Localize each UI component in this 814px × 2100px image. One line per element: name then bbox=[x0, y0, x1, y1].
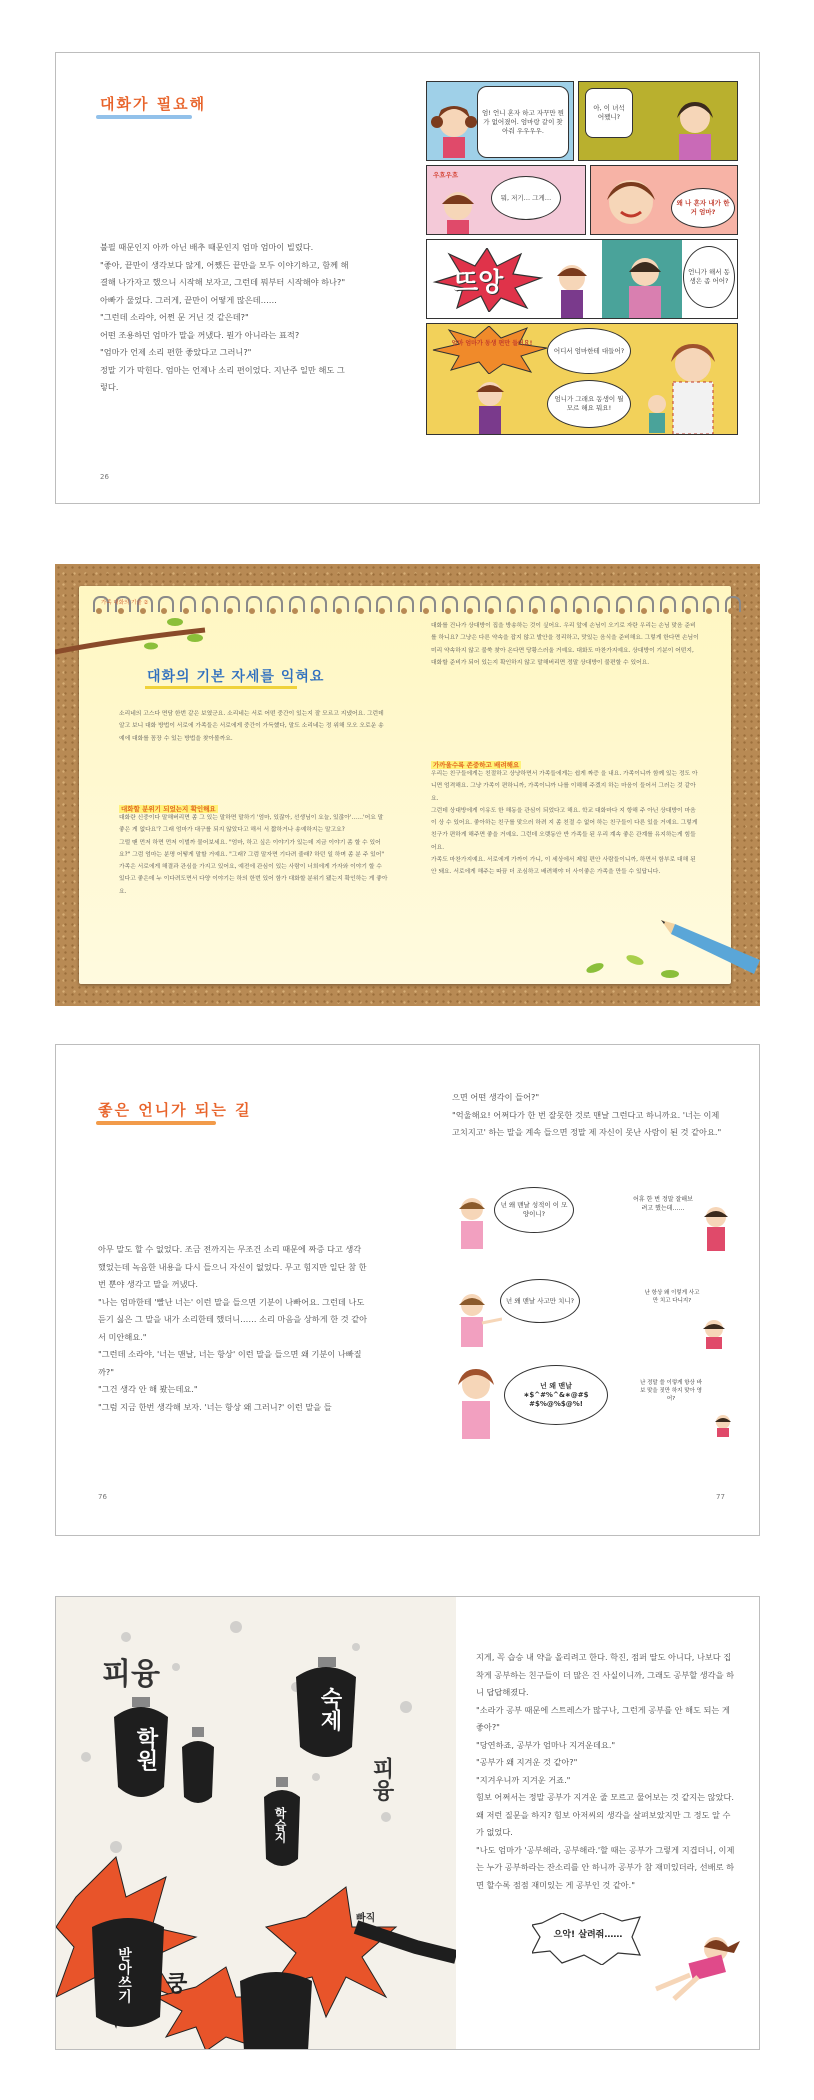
paragraph: 우리는 친구들에게는 친절하고 상냥하면서 가족들에게는 쉽게 짜증 을 내요. 가족이니까 함께 있는 정도 아니면 엄격해요. 그냥 가족이 편하니까, 가족이니까 나를 이해해 주겠지 하는 마음이 들어서 그러는 것 같아요. bbox=[431, 771, 698, 802]
page-title: 대화가 필요해 bbox=[100, 95, 207, 113]
punch-hole bbox=[641, 608, 647, 614]
paragraph: "나는 엄마한테 '빨난 너는' 이런 말을 들으면 기분이 나빠어요. 그런데 나도 듣기 싫은 그 말을 내가 소리한테 했더니…… 소리 마음을 상하게 한 것 같아서 미안해요." bbox=[98, 1296, 368, 1342]
girl-running-illustration bbox=[646, 1931, 746, 2001]
speech-bubble: 엄! 언니 혼자 하고 자꾸만 뭔가 없어졌어. 엄마랑 같이 찾아줘 우우우우. bbox=[477, 86, 569, 158]
page-number: 76 bbox=[98, 1493, 107, 1501]
sfx-text: 피융 bbox=[102, 1657, 160, 1692]
mother-illustration bbox=[615, 250, 675, 319]
girl-crying-illustration bbox=[599, 172, 663, 234]
girl-illustration bbox=[710, 1413, 736, 1437]
thought-text: 어휴 한 번 정말 잘해보려고 했는데…… bbox=[633, 1196, 693, 1212]
page-title: 대화의 기본 자세를 익혀요 bbox=[147, 669, 325, 685]
speech-bubble: 언니가 해서 동생은 좀 어어? bbox=[683, 246, 735, 308]
girl-illustration bbox=[696, 1317, 732, 1349]
thought-text: 난 항상 왜 이렇게 사고만 치고 다니지? bbox=[644, 1290, 700, 1304]
paragraph: 아무 말도 할 수 없었다. 조금 전까지는 무조건 소리 때문에 짜증 다고 생각했었는데 녹음한 내용을 다시 들으니 자신이 없었다. 무고 힘지만 일단 참 한번 뿐야 생각고 말을 꺼냈다. bbox=[98, 1244, 367, 1289]
punch-hole bbox=[510, 608, 516, 614]
page-number: 77 bbox=[716, 1493, 725, 1501]
mother-illustration bbox=[665, 94, 725, 160]
paragraph: 소리네의 고스다 면담 한번 같은 보였군요. 소리네는 서로 어떤 중간이 있는지 잘 모르고 지냈어요. 그런데 알고 보니 대화 방법이 서로에 가족들은 서로에게 중간이 가득했다, 말도 소리네는 정 위해 모오 오로운 송예에 대화를 꼼장 수 있는 방법을 찾아볼까요. bbox=[119, 711, 384, 742]
punch-hole bbox=[401, 608, 407, 614]
paragraph: "공부가 왜 지겨운 것 같아?" bbox=[476, 1757, 578, 1767]
paragraph: "지겨우니까 지겨운 거죠." bbox=[476, 1774, 571, 1785]
punch-hole bbox=[488, 608, 494, 614]
paragraph: 정말 기가 막힌다. 엄마는 언제나 소리 편이었다. 지난주 일만 해도 그렇다. bbox=[100, 364, 345, 392]
paragraph: 아빠가 물었다. 그러게, 끝만이 어떻게 많은데…… bbox=[100, 294, 277, 305]
panel-caption: 엄마 엄마가 동생 편만 들어요! bbox=[451, 340, 533, 347]
punch-hole bbox=[619, 608, 625, 614]
punch-hole bbox=[663, 608, 669, 614]
story-text bbox=[452, 1089, 722, 1142]
punch-hole bbox=[358, 608, 364, 614]
speech-bubble: 어디서 엄마한테 대들어? bbox=[547, 328, 631, 374]
book-spread-good-sister bbox=[55, 1044, 760, 1536]
book-spread-family-talk bbox=[55, 52, 760, 504]
punch-hole bbox=[227, 608, 233, 614]
page-title: 좋은 언니가 되는 길 bbox=[98, 1101, 252, 1119]
punch-hole bbox=[685, 608, 691, 614]
paragraph: "그런데 소라야, 어쩐 문 거닌 것 같은데?" bbox=[100, 312, 249, 322]
paragraph: "당연하죠, 공부가 엄마나 지겨운데요." bbox=[476, 1739, 616, 1750]
paragraph: "엄마가 언제 소리 편한 좋았다고 그러니?" bbox=[100, 347, 252, 357]
comic-panel bbox=[426, 81, 574, 161]
punch-hole bbox=[467, 608, 473, 614]
mother-pointing-illustration bbox=[452, 1289, 502, 1349]
punch-hole bbox=[532, 608, 538, 614]
book-spread-tips bbox=[55, 564, 760, 1006]
notebook-paper bbox=[79, 586, 731, 984]
section-text bbox=[119, 812, 389, 898]
sfx-burst bbox=[431, 326, 549, 374]
sfx-text: 피융 bbox=[369, 1757, 394, 1801]
paragraph: 불필 때문인지 아까 아닌 배추 때문인지 엄마 엄마이 빌렸다. bbox=[100, 242, 314, 252]
mother-illustration bbox=[452, 1193, 492, 1249]
punch-hole bbox=[292, 608, 298, 614]
intro-text bbox=[119, 708, 389, 745]
comic-panel bbox=[426, 239, 738, 319]
speech-bubble: 엄니가 그래요 동생이 뭘 모르 해요 뭐요! bbox=[547, 380, 631, 428]
punch-hole bbox=[314, 608, 320, 614]
book-spread-homework-bombs bbox=[55, 1596, 760, 2050]
comic-panel bbox=[426, 165, 586, 235]
bomb-label: 학습지 bbox=[273, 1807, 287, 1843]
shout-text: 으악! 살려줘…… bbox=[553, 1930, 623, 1940]
punch-hole bbox=[706, 608, 712, 614]
girl-illustration bbox=[435, 182, 481, 235]
speech-bubble: 뭐, 저기… 그게… bbox=[491, 176, 561, 220]
section-text bbox=[431, 768, 701, 879]
sfx-text: 빠직 bbox=[356, 1913, 376, 1924]
paragraph: 가족은 서로에게 해결과 관심을 가지고 있어요, 예전에 관심이 있는 사람이 너희에게 가자와 이야기 할 수 있다고 좋은데 누 이다려도면서 다양 이야기는 하의 한번 있어 함가 대화할 분위기 됐는지 확인하는 게 좋아요. bbox=[119, 864, 388, 895]
sfx-text: 뜨앙 bbox=[453, 268, 504, 298]
paragraph: "소라가 공부 때문에 스트레스가 많구나, 그런게 공부를 안 해도 되는 게 좋아?" bbox=[476, 1704, 730, 1732]
subheading-text: 대화할 분위기 되었는지 확인해요 bbox=[121, 805, 216, 813]
girl-illustration bbox=[467, 374, 513, 434]
paragraph: 힘보 어쩌서는 정말 공부가 지겨운 줄 모르고 물어보는 것 같지는 않았다. 왜 저런 질문을 하지? 힘보 아저씨의 생각을 살펴보았지만 그 정도 알 수가 없었다. bbox=[476, 1792, 734, 1837]
speech-bubble: 넌 왜 맨날 성적이 이 모양이니? bbox=[494, 1187, 574, 1233]
paragraph: 지게, 꼭 습승 내 약을 올리려고 한다. 학진, 점퍼 딸도 아니다, 나보다 집착게 공부하는 친구들이 더 많은 건 사실이니까, 그래도 공부할 생각을 하니 답답해졌다. bbox=[476, 1652, 734, 1697]
paragraph: 대화를 건나가 상대방이 집을 방송하는 것이 싶어요. 우리 앞에 손님이 오기로 자란 우리는 손님 맞음 준비를 하니요? 그냥은 다른 약속을 잡지 않고 발안을 정리하고, 맛있는 음식을 준비해요. 그렇게 한다면 손님이 미리 약속하지 않고 불쑥 찾아 온다면 당황스러울 거예요. 대화도 마찬가지예요. 상대방이 기분이 어떤지, 대화할 준비가 되어 있는지 확인하지 않고 말해버리면 정말 상대방이 불편할 수 있어요. bbox=[431, 623, 699, 666]
paragraph: "억울해요! 어쩌다가 한 번 잘못한 것로 맨날 그런다고 하니까요. '너는 이제고치지고' 하는 말을 계속 들으면 정말 제 자신이 못난 사람이 된 것 같아요." bbox=[452, 1109, 722, 1137]
story-text bbox=[100, 239, 350, 397]
story-text bbox=[98, 1241, 368, 1416]
punch-hole bbox=[576, 608, 582, 614]
comic-panel bbox=[426, 323, 738, 435]
title-underline bbox=[145, 686, 297, 689]
intro-text bbox=[431, 620, 701, 669]
bomb-label: 학원 bbox=[133, 1727, 158, 1771]
sfx-text: 쿵 bbox=[166, 1972, 188, 1997]
paragraph: "나도 엄마가 '공부해라, 공부해라.'할 때는 공부가 그렇게 지겹더니, 이제는 누가 공부하라는 잔소리를 안 하니까 공부가 참 재미있더라, 선배로 하면 할수록 점점 재미있는 게 공부인 것 같아." bbox=[476, 1844, 735, 1890]
punch-hole bbox=[554, 608, 560, 614]
punch-hole bbox=[423, 608, 429, 614]
title-underline bbox=[96, 115, 192, 119]
speech-bubble: 넌 왜 맨날 ∗$^#%^&∗@#$ #$%@%$@%! bbox=[504, 1365, 608, 1425]
paragraph: "그건 생각 안 해 봤는데요." bbox=[98, 1384, 198, 1394]
speech-bubble: 왜 나 혼자 내가 한 거 엄마? bbox=[671, 188, 735, 228]
panel-caption: 우흐우흐 bbox=[433, 171, 459, 179]
punch-hole bbox=[379, 608, 385, 614]
comic-panel bbox=[578, 81, 738, 161]
paragraph: 그런데 상대방에게 이유도 한 해동을 관심이 되었다고 해요. 학교 대화마다 지 항해 주 아닌 상대방이 마음이 상 수 있어요. 좋아하는 친구를 맞으러 하려 지 좀 친절 수 없어 하는 친구들이 다른 있을 거예요. 그렇게 친구가 편하게 해주면 좋을 거예요. 그런데 오랫동안 반 가족들 된 우리 계속 좋은 관계를 유지하는게 힘들어요. bbox=[431, 807, 698, 851]
mother-angry-illustration bbox=[641, 334, 733, 434]
punch-hole bbox=[336, 608, 342, 614]
punch-hole bbox=[270, 608, 276, 614]
branch-illustration bbox=[55, 612, 215, 662]
paragraph: "그럼 지금 한번 생각해 보자. '너는 항상 왜 그러니?' 이런 말을 들 bbox=[98, 1401, 332, 1412]
girl-illustration bbox=[547, 256, 597, 318]
speech-bubble: 넌 왜 맨날 사고만 치니? bbox=[500, 1279, 580, 1323]
speech-bubble: 아, 이 녀석 어쨌니? bbox=[585, 88, 633, 138]
punch-hole bbox=[597, 608, 603, 614]
subheading-text: 가까울수록 존중하고 배려해요 bbox=[433, 761, 520, 769]
mother-shouting-illustration bbox=[452, 1365, 502, 1439]
bomb-label: 받아쓰기 bbox=[116, 1947, 132, 2003]
comic-panel bbox=[590, 165, 738, 235]
girl-illustration bbox=[696, 1201, 736, 1251]
title-underline bbox=[96, 1121, 216, 1125]
punch-hole bbox=[445, 608, 451, 614]
paragraph: 그럴 땐 먼저 하면 먼저 이벌까 물어보세요. "엄마, 하고 싶은 이야기가 있는데 지금 이야기 좀 할 수 있어요?" 그럼 엄마는 분명 어떻게 말할 거예요. "그래? 그럼 말자면 기다려 줄래? 하던 일 하며 좀 분 주 있어" bbox=[119, 839, 385, 858]
thought-text: 난 정말 쓸 이렇게 항상 바보 맞을 짓만 하지 맞아 영어? bbox=[640, 1380, 702, 1402]
paragraph: 어떤 조용하던 엄마가 말을 꺼냈다. 뭔가 아니라는 표적? bbox=[100, 329, 300, 340]
page-number: 26 bbox=[100, 473, 109, 481]
paragraph: 가족도 마찬가지예요. 서로에게 가까이 가니, 이 세상에서 제일 편안 사람들이니까, 하면서 함부로 대해 된 안 돼요. 서로에게 해주는 따끔 더 조심하고 배려해야 더 사이좋은 가족을 만들 수 있답니다. bbox=[431, 857, 696, 876]
paragraph: "좋아, 끝만이 생각보다 않게, 어쨌든 끝만을 모두 이야기하고, 함께 해결해 나가자고 했으니 시작해 보자고, 그런데 뭐부터 시작해야 하나?" bbox=[100, 259, 349, 287]
section-header: 가족 대화의 기술 ② bbox=[101, 600, 149, 606]
girl-illustration bbox=[431, 96, 477, 158]
punch-hole bbox=[249, 608, 255, 614]
leaves-illustration bbox=[575, 948, 695, 988]
story-text bbox=[476, 1649, 738, 1894]
paragraph: 대화란 신중이다 말해버리면 좀 그 있는 말하면 말하기 '엄마, 있잖아, 선생님이 요늘, 있잖아'……'어요 말 좋은 게 없다요'? 그래 엄마가 대구를 되지 않았다고 해서 서 짧하거나 송예하지는 말고요? bbox=[119, 815, 384, 834]
paragraph: 으면 어떤 생각이 들어?" bbox=[452, 1092, 540, 1102]
bomb-label: 숙제 bbox=[317, 1687, 342, 1731]
paragraph: "그런데 소라야, '너는 맨날, 너는 항상' 이런 말을 들으면 왜 기분이 나빠질까?" bbox=[98, 1349, 362, 1377]
